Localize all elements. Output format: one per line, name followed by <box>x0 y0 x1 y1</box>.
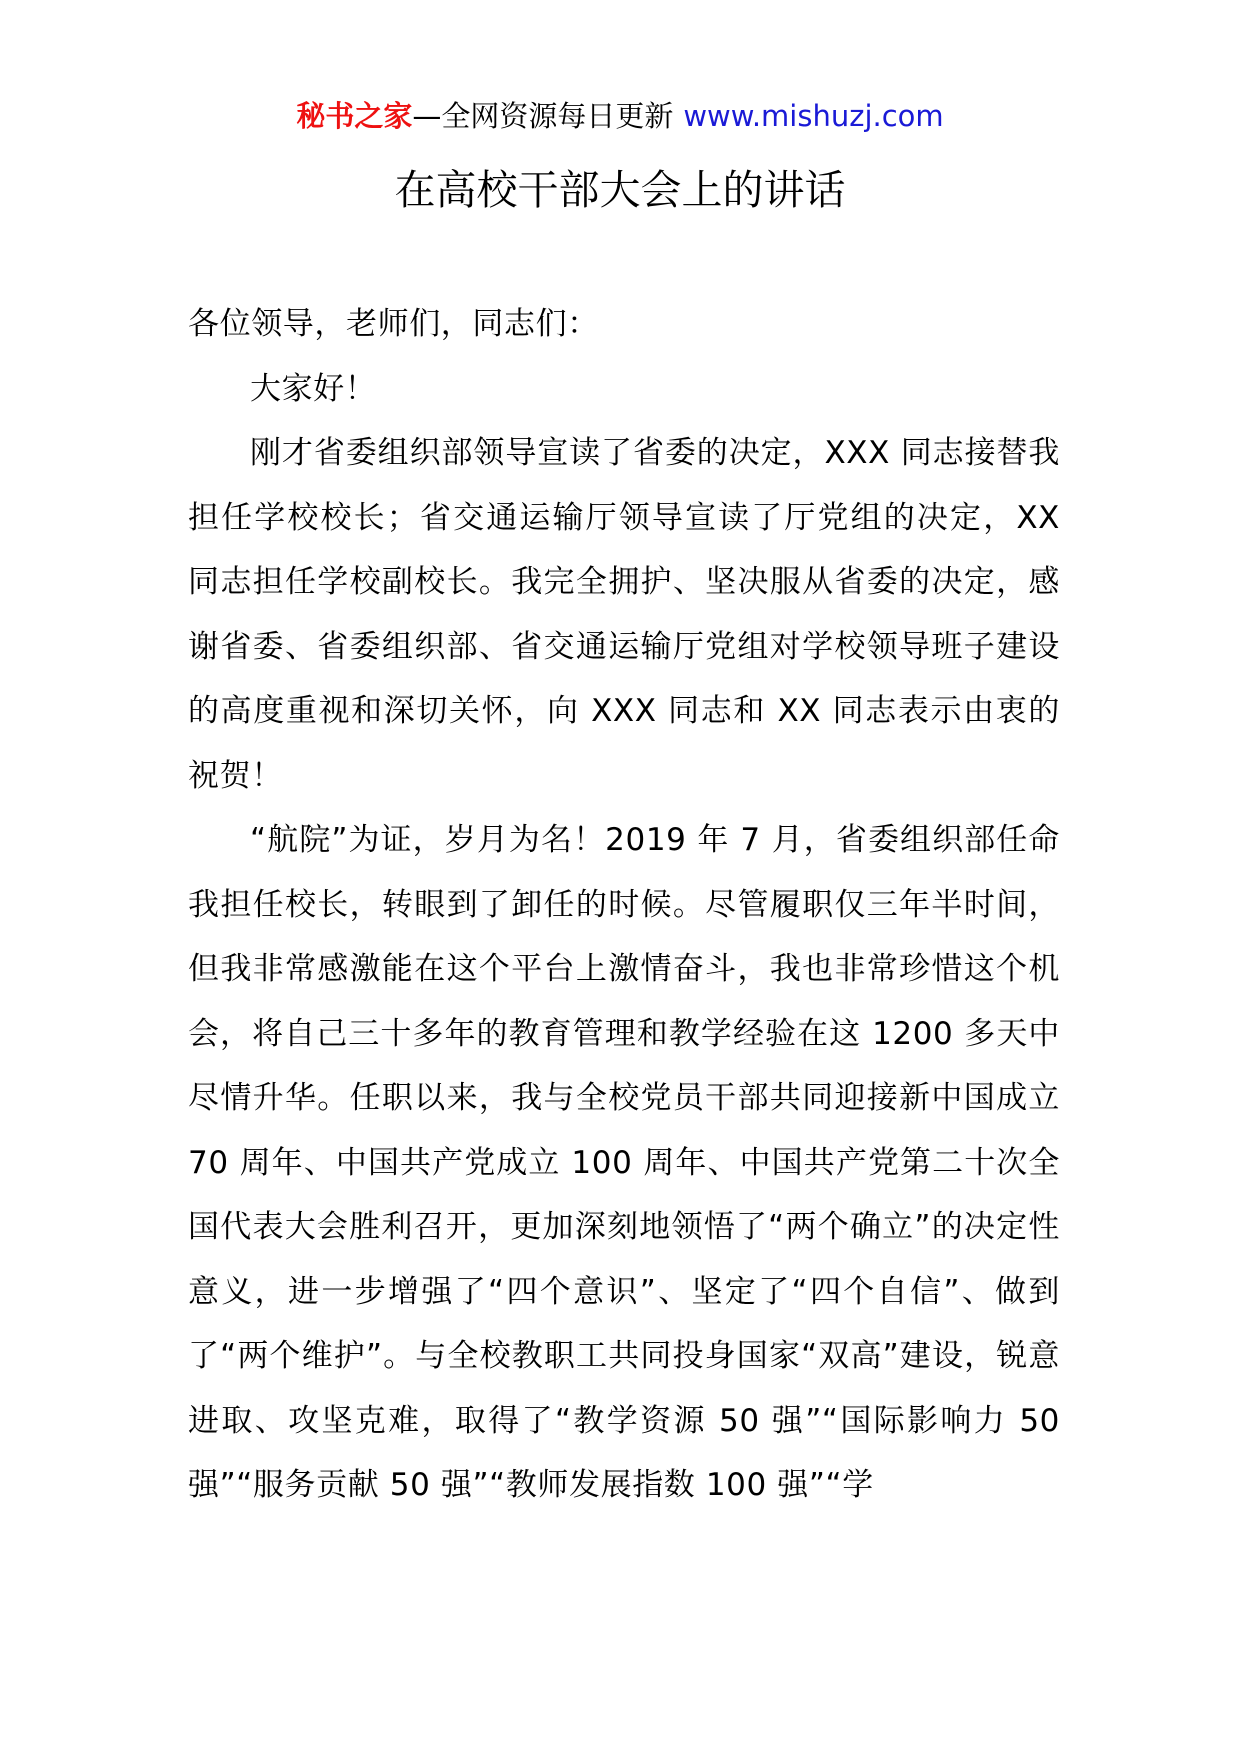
body-paragraph: “航院”为证，岁月为名！2019 年 7 月，省委组织部任命我担任校长，转眼到了卸任的时候。尽管履职仅三年半时间，但我非常感激能在这个平台上激情奋斗，我也非常珍惜这个机会，将自己三十多年的教育管理和教学经验在这 1200 多天中尽情升华。任职以来，我与全校党员干部共同迎接新中国成立 70 周年、中国共产党成立 100 周年、中国共产党第二十次全国代表大会胜利召开，更加深刻地领悟了“两个确立”的决定性意义，进一步增强了“四个意识”、坚定了“四个自信”、做到了“两个维护”。与全校教职工共同投身国家“双高”建设，锐意进取、攻坚克难，取得了“教学资源 50 强”“国际影响力 50 强”“服务贡献 50 强”“教师发展指数 100 强”“学 <box>188 822 1060 1503</box>
site-header <box>0 96 1240 136</box>
site-url-link[interactable]: www.mishuzj.com <box>683 99 944 133</box>
greeting: 大家好！ <box>250 370 377 407</box>
document-body <box>188 292 1060 1518</box>
salutation: 各位领导，老师们，同志们： <box>188 306 599 342</box>
brand-name: 秘书之家 <box>296 99 413 133</box>
document-title: 在高校干部大会上的讲话 <box>394 166 846 214</box>
site-tagline: —全网资源每日更新 <box>412 99 674 133</box>
body-paragraph: 刚才省委组织部领导宣读了省委的决定，XXX 同志接替我担任学校校长；省交通运输厅领导宣读了厅党组的决定，XX 同志担任学校副校长。我完全拥护、坚决服从省委的决定，感谢省委、省委组织部、省交通运输厅党组对学校领导班子建设的高度重视和深切关怀，向 XXX 同志和 XX 同志表示由衷的祝贺！ <box>188 435 1060 794</box>
